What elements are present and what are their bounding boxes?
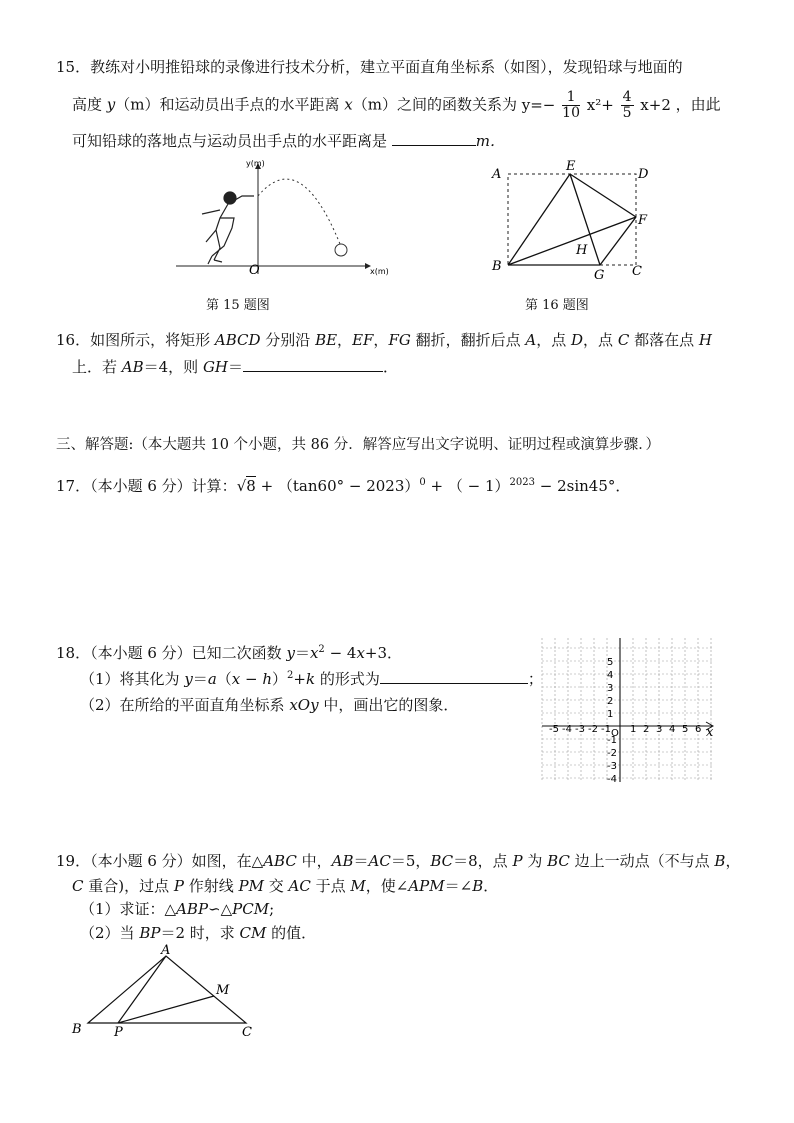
fig16-label-f: F [638, 213, 648, 228]
fig19-segment-ap [118, 956, 166, 1023]
grid-x-tick-label: 6 [695, 724, 702, 735]
fig19-segment-pm [118, 996, 214, 1023]
q19-part1: （1）求证：△ABP∽△PCM; [80, 900, 275, 918]
grid-y-tick-label: -1 [607, 735, 617, 746]
q15-line3: 可知铅球的落地点与运动员出手点的水平距离是 m． [72, 132, 506, 150]
q15-line2: 高度 y（m）和运动员出手点的水平距离 x（m）之间的函数关系为 y=− $\frac{1}{10}$ x²+ $\frac{4}{5}$ x+2 ，由此 [72, 89, 721, 121]
athlete-icon [202, 192, 254, 264]
q16-line1: 16．如图所示，将矩形 ABCD 分别沿 BE，EF，FG 翻折，翻折后点 A，点 D，点 C 都落在点 H [56, 331, 712, 349]
grid-origin: O [611, 728, 619, 739]
figure-15 [172, 156, 400, 282]
fig15-origin-label: O [249, 263, 260, 278]
section-3-title: 三、解答题:（本大题共 10 个小题，共 86 分．解答应写出文字说明、证明过程或演算步骤．） [56, 437, 660, 453]
fig15-x-label: x(m) [370, 267, 389, 276]
fig16-label-d: D [638, 167, 649, 182]
q19-line1: 19．（本小题 6 分）如图，在△ABC 中，AB＝AC＝5，BC＝8，点 P 为 BC 边上一动点（不与点 B， [56, 852, 741, 870]
grid-lines [542, 638, 712, 782]
grid-x-label: x [706, 725, 714, 740]
fig19-label-b: B [72, 1022, 82, 1037]
grid-x-tick-label: -2 [588, 724, 598, 735]
grid-y-tick-labels [607, 657, 617, 782]
fig16-caption: 第 16 题图 [525, 298, 589, 313]
q18-coordinate-grid[interactable] [540, 636, 716, 782]
fig16-rectangle-abcd [508, 174, 636, 265]
q18-stem: 18．（本小题 6 分）已知二次函数 $y=x^2 - 4x+3$． [56, 644, 403, 662]
q18-answer-blank[interactable] [380, 683, 528, 684]
q18-part1: （1）将其化为 $y=a(x - h)^2+k$ 的形式为 ； [80, 670, 543, 688]
q15-line1: 15．教练对小明推铅球的录像进行技术分析，建立平面直角坐标系（如图），发现铅球与地面的 [56, 58, 683, 76]
fig16-label-c: C [632, 264, 642, 279]
fig15-y-label: y(m) [246, 159, 265, 168]
grid-x-tick-label: 1 [630, 724, 637, 735]
q18-part2: （2）在所给的平面直角坐标系 xOy 中，画出它的图象． [80, 696, 459, 714]
grid-y-tick-label: 5 [607, 657, 614, 668]
fig15-caption: 第 15 题图 [206, 298, 270, 313]
q16-line2: 上．若 AB＝4，则 GH＝ ． [72, 358, 399, 376]
fig19-label-p: P [114, 1025, 123, 1040]
figure-16 [488, 158, 652, 284]
q15-fraction-1: $\frac{1}{10}$ [562, 89, 580, 121]
fig16-label-a: A [492, 167, 502, 182]
grid-y-tick-label: -3 [607, 761, 617, 772]
q19-line2: C 重合)，过点 P 作射线 PM 交 AC 于点 M，使∠APM＝∠B． [72, 877, 499, 895]
grid-x-tick-label: 5 [682, 724, 689, 735]
grid-x-tick-label: 2 [643, 724, 650, 735]
q17-line: 17．（本小题 6 分）计算：$√8 + (\tan 60^\circ - 2023)^0$ + （ − 1）$^{2023}$ − 2sin45°． [56, 477, 631, 495]
grid-x-tick-label: -3 [575, 724, 585, 735]
grid-x-tick-label: -5 [549, 724, 559, 735]
figure-19 [68, 944, 268, 1040]
grid-y-tick-label: -2 [607, 748, 617, 759]
grid-y-tick-label: -4 [607, 774, 617, 782]
grid-x-tick-label: -1 [601, 724, 611, 735]
grid-y-tick-label: 4 [607, 670, 614, 681]
fig16-label-e: E [566, 159, 576, 174]
q16-answer-blank[interactable] [243, 371, 383, 372]
grid-x-tick-label: 3 [656, 724, 663, 735]
q15-fraction-2: $\frac{4}{5}$ [622, 89, 632, 121]
q19-part2: （2）当 BP＝2 时，求 CM 的值． [80, 924, 317, 942]
fig16-label-g: G [594, 268, 605, 283]
fig19-label-m: M [216, 983, 230, 998]
q15-answer-blank[interactable] [392, 145, 476, 146]
fig19-label-a: A [161, 944, 171, 958]
q15-formula: y=− $\frac{1}{10}$ x²+ $\frac{4}{5}$ x+2 [521, 89, 671, 121]
grid-x-tick-label: -4 [562, 724, 572, 735]
fig15-trajectory [258, 179, 340, 244]
grid-y-tick-label: 1 [607, 709, 614, 720]
grid-y-tick-label: 2 [607, 696, 614, 707]
fig16-label-b: B [492, 259, 502, 274]
grid-y-tick-label: 3 [607, 683, 614, 694]
grid-x-tick-label: 4 [669, 724, 676, 735]
fig16-label-h: H [576, 243, 588, 258]
fig19-label-c: C [242, 1025, 252, 1040]
fig15-shot-ball [335, 244, 347, 256]
